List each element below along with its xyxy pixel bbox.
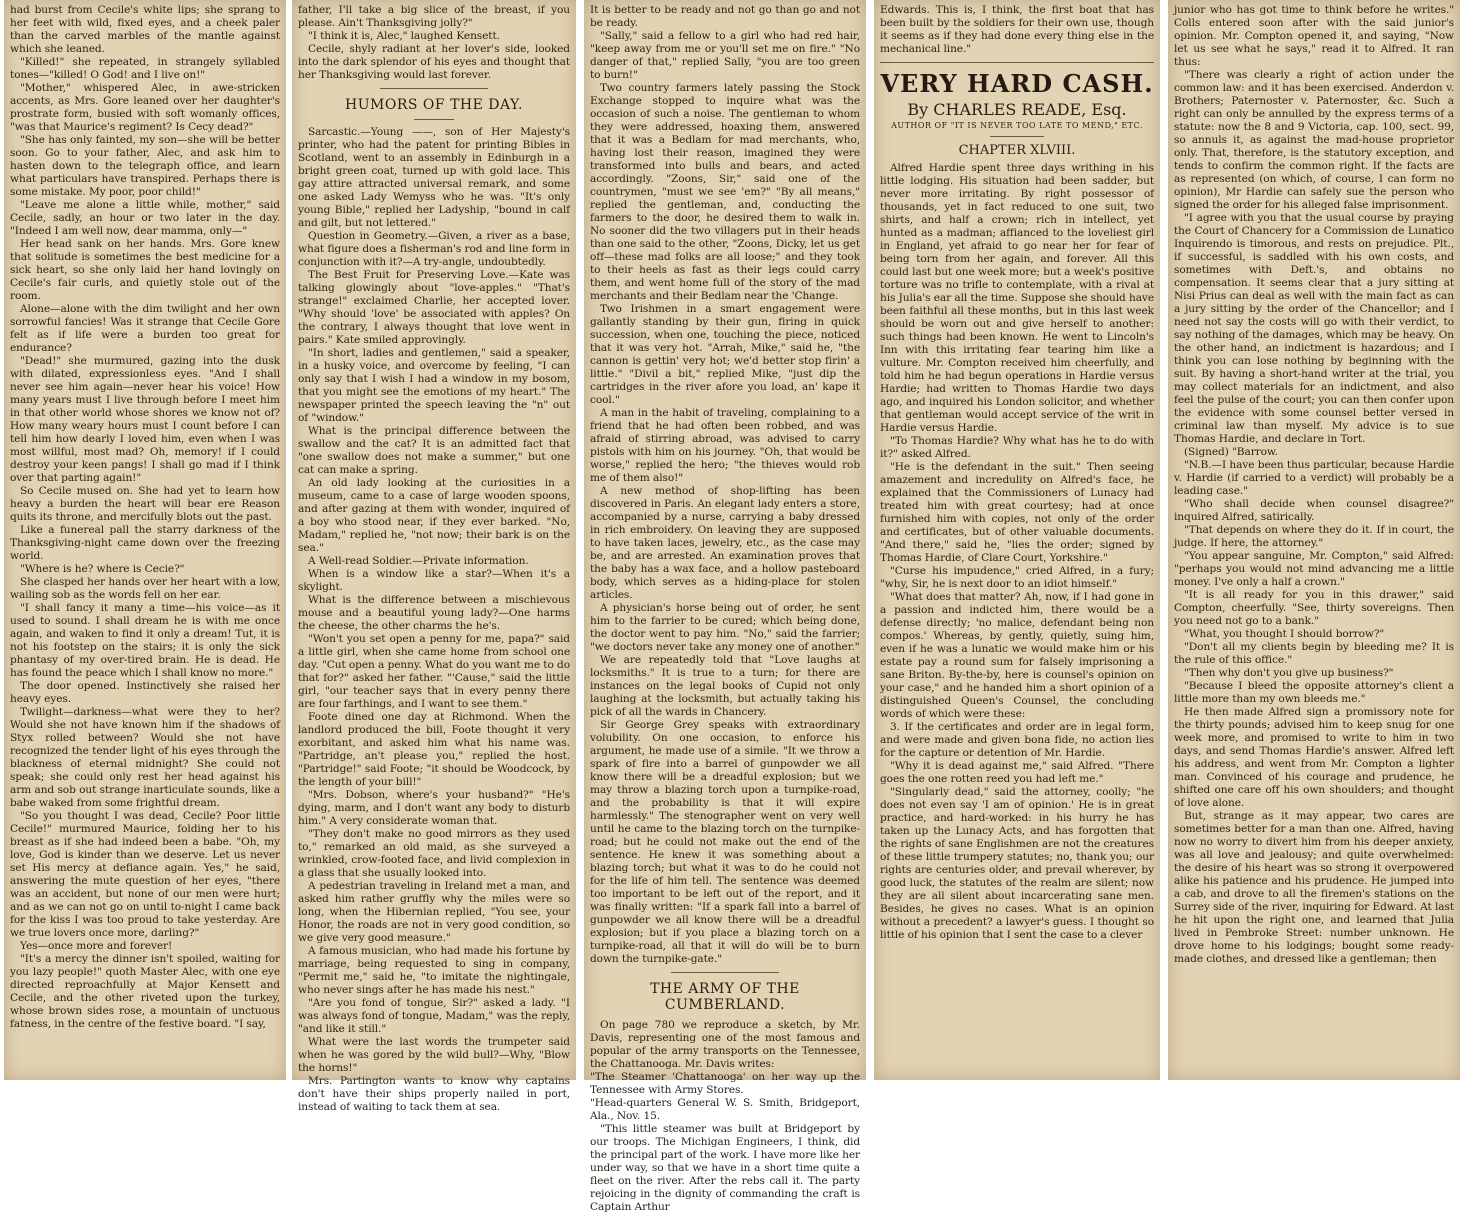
paragraph: On page 780 we reproduce a sketch, by Mr. Davis, representing one of the most famous and popular of the army transports on the Tennessee, the Chattanooga. Mr. Davis writes: <box>590 1019 860 1070</box>
column-2-divider-small <box>414 119 455 120</box>
paragraph: Question in Geometry.—Given, a river as a base, what figure does a fisherman's rod and line form in conjunction with it?—A try-angle, undoubtedly. <box>298 230 570 268</box>
paragraph: junior who has got time to think before he writes." Colls entered soon after with the said junior's opinion. Mr. Compton opened it, and saying, "Now let us see what he says," read it to Alfred. It ran thus: <box>1174 4 1454 68</box>
paragraph: "The Steamer 'Chattanooga' on her way up the Tennessee with Army Stores. <box>590 1071 860 1096</box>
column-3-after-text <box>590 1019 860 1214</box>
paragraph: "N.B.—I have been thus particular, because Hardie v. Hardie (if carried to a verdict) will probably be a leading case." <box>1174 459 1454 497</box>
paragraph: "Don't all my clients begin by bleeding me? It is the rule of this office." <box>1174 641 1454 666</box>
paragraph: "It's a mercy the dinner isn't spoiled, waiting for you lazy people!" quoth Master Alec, with one eye directed reproachfully at Major Kensett and Cecile, and the other riveted upon the turkey, whose brown sides rose, a mountain of unctuous fatness, in the centre of the festive board. "I say, <box>10 953 280 1030</box>
paragraph: "In short, ladies and gentlemen," said a speaker, in a husky voice, and overcome by feeling, "I can only say that I wish I had a window in my bosom, that you might see the emotions of my heart." The newspaper printed the speech leaving the "n" out of "window." <box>298 347 570 424</box>
paragraph: "She has only fainted, my son—she will be better soon. Go to your father, Alec, and ask him to hasten down to the telegraph office, and learn what particulars have transpired. Perhaps there is some mistake. My poor, poor child!" <box>10 134 280 198</box>
paragraph: "Leave me alone a little while, mother," said Cecile, sadly, an hour or two later in the day. "Indeed I am well now, dear mamma, only—" <box>10 199 280 237</box>
column-3-divider <box>671 972 779 973</box>
paragraph: She clasped her hands over her heart with a low, wailing sob as the words fell on her ear. <box>10 576 280 601</box>
paragraph: "It is all ready for you in this drawer," said Compton, cheerfully. "See, thirty sovereigns. Then you need not go to a bank." <box>1174 589 1454 627</box>
paragraph: A man in the habit of traveling, complaining to a friend that he had often been robbed, and was afraid of stirring abroad, was advised to carry pistols with him on his journey. "Oh, that would be worse," replied the hero; "the thieves would rob me of them also!" <box>590 407 860 484</box>
column-4-top-text: Edwards. This is, I think, the first boat that has been built by the soldiers for their own use, though it seems as if they had done every thing else in the mechanical line." <box>880 4 1154 55</box>
paragraph: "Head-quarters General W. S. Smith, Bridgeport, Ala., Nov. 15. <box>590 1097 860 1122</box>
paragraph: Sarcastic.—Young ——, son of Her Majesty's printer, who had the patent for printing Bibles in Scotland, went to an assembly in Edinburgh in a bright green coat, turned up with gold lace. This gay attire attracted universal remark, and some one asked Lady Wemyss who he was. "It's only young Bible," replied her Ladyship, "bound in calf and gilt, but not lettered." <box>298 126 570 229</box>
paragraph: "Who shall decide when counsel disagree?" inquired Alfred, satirically. <box>1174 498 1454 523</box>
chapter-heading: CHAPTER XLVIII. <box>958 143 1076 158</box>
paragraph: "So you thought I was dead, Cecile? Poor little Cecile!" murmured Maurice, folding her to his breast as if she had indeed been a babe. "Oh, my love, God is kinder than we deserve. Let us never set His mercy at defiance again. Yes," he said, answering the mute question of her eyes, "there was an accident, but none of our men were hurt; and as we can not go on until to-night I came back for the kiss I was too proud to take yesterday. Are we true lovers once more, darling?" <box>10 810 280 939</box>
paragraph: "He is the defendant in the suit." Then seeing amazement and incredulity on Alfred's face, he explained that the Commissioners of Lunacy had treated him with great courtesy; had at once furnished him with copies, not only of the order and certificates, but of other valuable documents. "And there," said he, "lies the order; signed by Thomas Hardie, of Clare Court, Yorkshire." <box>880 461 1154 564</box>
paragraph: A pedestrian traveling in Ireland met a man, and asked him rather gruffly why the miles were so long, when the Hibernian replied, "You see, your Honor, the roads are not in very good condition, so we give very good measure." <box>298 880 570 944</box>
paragraph: Alfred Hardie spent three days writhing in his little lodging. His situation had been sadder, but never more irritating. By right possessor of thousands, yet in fact reduced to one suit, two shirts, and half a crown; rich in intellect, yet hunted as a madman; affianced to the loveliest girl in England, yet afraid to go near her for fear of being torn from her again, and forever. All this could last but one week more; but a week's positive torture was no trifle to contemplate, with a rival at his Julia's ear all the time. Suppose she should have been faithful all these months, but in this last week should be worn out and give herself to another: such things had been known. He went to Lincoln's Inn with this irritating fear tearing him like a vulture. Mr. Compton received him cheerfully, and told him he had begun operations in Hardie versus Hardie; had written to Thomas Hardie two days ago, and inquired his London solicitor, and whether that gentleman would accept service of the writ in Hardie versus Hardie. <box>880 162 1154 434</box>
paragraph: "Where is he? where is Cecie?" <box>20 563 185 575</box>
paragraph: "What does that matter? Ah, now, if I had gone in a passion and indicted him, there would be a defense directly; 'no malice, defendant being non compos.' Whereas, by gently, quietly, suing him, even if he was a lunatic we would make him or his estate pay a round sum for falsely imprisoning a sane Briton. By-the-by, here is counsel's opinion on your case," and he handed him a short opinion of a distinguished Queen's Counsel, the concluding words of which were these: <box>880 591 1154 720</box>
column-4-clipping <box>874 0 1160 1080</box>
paragraph: When is a window like a star?—When it's a skylight. <box>298 568 570 593</box>
paragraph: Twilight—darkness—what were they to her? Would she not have known him if the shadows of Styx rolled between? Would she not have recognized the tender light of his eyes through the blackness of eternal midnight? She could not speak; she could only rest her head against his arm and sob out strange inarticulate sounds, like a babe waked from some frightful dream. <box>10 706 280 809</box>
paragraph: "Then why don't you give up business?" <box>1184 667 1394 679</box>
paragraph: Foote dined one day at Richmond. When the landlord produced the bill, Foote thought it very exorbitant, and asked him what his name was. "Partridge, an't please you," replied the host. "Partridge!" said Foote; "it should be Woodcock, by the length of your bill!" <box>298 711 570 788</box>
paragraph: father, I'll take a big slice of the breast, if you please. Ain't Thanksgiving jolly?" <box>298 4 570 29</box>
paragraph: "Curse his impudence," cried Alfred, in a fury; "why, Sir, he is next door to an idiot himself." <box>880 565 1154 590</box>
paragraph: "Killed!" she repeated, in strangely syllabled tones—"killed! O God! and I live on!" <box>10 56 280 81</box>
column-4-divider-small <box>990 136 1045 137</box>
paragraph: "Singularly dead," said the attorney, coolly; "he does not even say 'I am of opinion.' He is in great practice, and hard-worked: in his hurry he has taken up the Lunacy Acts, and has forgotten that the rights of sane Englishmen are not the creatures of these little trumpery statutes; no, thank you; our rights are centuries older, and prevail wherever, by good luck, the statutes of the realm are silent; now they are all silent about incarcerating sane men. Besides, he gives no cases. What is an opinion without a precedent? a lawyer's guess. I thought so little of his opinion that I sent the case to a clever <box>880 786 1154 941</box>
paragraph: He then made Alfred sign a promissory note for the thirty pounds; advised him to keep snug for one week more, and promised to write to him in two days, and send Thomas Hardie's answer. Alfred left his address, and went from Mr. Compton a lighter man. Convinced of his courage and prudence, he shifted one care off his own shoulders; and thought of love alone. <box>1174 706 1454 809</box>
column-1-clipping <box>4 0 286 1080</box>
paragraph: But, strange as it may appear, two cares are sometimes better for a man than one. Alfred, having now no worry to divert him from his deeper anxiety, was all love and jealousy; and quite overwhelmed: the desire of his heart was so strong it overpowered alike his patience and his prudence. He jumped into a cab, and drove to all the firemen's stations on the Surrey side of the river, inquiring for Edward. At last he hit upon the right one, and learned that Julia lived in Pembroke Street: number unknown. He drove home to his lodgings; bought some ready-made clothes, and dressed like a gentleman; then <box>1174 810 1454 965</box>
paragraph: We are repeatedly told that "Love laughs at locksmiths." It is true to a turn; for there are instances on the legal books of Cupid not only laughing at the locksmith, but actually taking his pick of all the wards in Chancery. <box>590 654 860 718</box>
paragraph: So Cecile mused on. She had yet to learn how heavy a burden the heart will bear ere Reason quits its throne, and mercifully blots out the past. <box>10 485 280 523</box>
paragraph: "I think it is, Alec," laughed Kensett. <box>308 30 500 42</box>
column-3-clipping <box>584 0 866 1213</box>
paragraph: "They don't make no good mirrors as they used to," remarked an old maid, as she surveyed a wrinkled, crow-footed face, and livid complexion in a glass that she usually looked into. <box>298 828 570 879</box>
column-2-top-text <box>298 4 570 82</box>
paragraph: The Best Fruit for Preserving Love.—Kate was talking glowingly about "love-apples." "That's strange!" exclaimed Charlie, her accepted lover. "Why should 'love' be associated with apples? On the contrary, I always thought that love went in pairs." Kate smiled approvingly. <box>298 269 570 346</box>
army-heading: THE ARMY OF THE CUMBERLAND. <box>650 981 800 1013</box>
column-5-clipping <box>1168 0 1460 1080</box>
column-4-body-text <box>880 162 1154 942</box>
paragraph: What is the principal difference between the swallow and the cat? It is an admitted fact that "one swallow does not make a summer," but one cat can make a spring. <box>298 425 570 476</box>
paragraph: "To Thomas Hardie? Why what has he to do with it?" asked Alfred. <box>880 435 1154 460</box>
paragraph: had burst from Cecile's white lips; she sprang to her feet with wild, fixed eyes, and a cheek paler than the carved marbles of the mantle against which she leaned. <box>10 4 280 55</box>
paragraph: Her head sank on her hands. Mrs. Gore knew that solitude is sometimes the best medicine for a sick heart, so she only laid her hand lovingly on Cecile's fair curls, and quietly stole out of the room. <box>10 238 280 302</box>
paragraph: A physician's horse being out of order, he sent him to the farrier to be cured; which being done, the doctor went to pay him. "No," said the farrier; "we doctors never take any money one of another." <box>590 602 860 653</box>
paragraph: Like a funereal pall the starry darkness of the Thanksgiving-night came down over the freezing world. <box>10 524 280 562</box>
paragraph: It is better to be ready and not go than go and not be ready. <box>590 4 860 29</box>
paragraph: "Sally," said a fellow to a girl who had red hair, "keep away from me or you'll set me on fire." "No danger of that," replied Sally, "you are too green to burn!" <box>590 30 860 81</box>
paragraph: "This little steamer was built at Bridgeport by our troops. The Michigan Engineers, I think, did the principal part of the work. I have more like her under way, so that we have in a short time quite a fleet on the river. After the rebs call it. The party rejoicing in the dignity of commanding the craft is Captain Arthur <box>590 1123 860 1213</box>
paragraph: "Because I bleed the opposite attorney's client a little more than my own bleeds me." <box>1174 680 1454 705</box>
paragraph: "That depends on where they do it. If in court, the judge. If here, the attorney." <box>1174 524 1454 549</box>
paragraph: What is the difference between a mischievous mouse and a beautiful young lady?—One harms the cheese, the other charms the he's. <box>298 594 570 632</box>
paragraph: "Won't you set open a penny for me, papa?" said a little girl, when she came home from school one day. "Cut open a penny. What do you want me to do that for?" asked her father. "'Cause," said the little girl, "our teacher says that in every penny there are four farthings, and I want to see them." <box>298 633 570 710</box>
column-3-body-text <box>590 4 860 966</box>
column-2-body-text <box>298 126 570 1114</box>
column-2-clipping <box>292 0 576 1113</box>
paragraph: 3. If the certificates and order are in legal form, and were made and given bona fide, no action lies for the capture or detention of Mr. Hardie. <box>880 721 1154 759</box>
paragraph: "What, you thought I should borrow?" <box>1184 628 1385 640</box>
paragraph: What were the last words the trumpeter said when he was gored by the wild bull?—Why, "Blow the horns!" <box>298 1036 570 1074</box>
paragraph: Two Irishmen in a smart engagement were gallantly standing by their gun, firing in quick succession, when one, touching the piece, noticed that it was very hot. "Arrah, Mike," said he, "the cannon is gettin' very hot; we'd better stop firin' a little." "Divil a bit," replied Mike, "just dip the cartridges in the river afore you load, an' kape it cool." <box>590 303 860 406</box>
paragraph: "Why it is dead against me," said Alfred. "There goes the one rotten reed you had left me." <box>880 760 1154 785</box>
story-title: VERY HARD CASH. <box>880 69 1154 98</box>
column-5-body-text <box>1174 4 1454 966</box>
paragraph: (Signed) "Barrow. <box>1184 446 1278 458</box>
column-4-divider <box>880 62 1154 63</box>
story-byline: By CHARLES READE, Esq. <box>907 100 1127 119</box>
paragraph: Yes—once more and forever! <box>20 940 173 952</box>
column-2-divider <box>380 88 489 89</box>
paragraph: A famous musician, who had made his fortune by marriage, being requested to sing in company, "Permit me," said he, "to imitate the nightingale, who never sings after he has made his nest." <box>298 945 570 996</box>
paragraph: "Mother," whispered Alec, in awe-stricken accents, as Mrs. Gore leaned over her daughter's prostrate form, busied with soft womanly offices, "was that Maurice's regiment? Is Cecy dead?" <box>10 82 280 133</box>
paragraph: "Are you fond of tongue, Sir?" asked a lady. "I was always fond of tongue, Madam," was the reply, "and like it still." <box>298 997 570 1035</box>
paragraph: "You appear sanguine, Mr. Compton," said Alfred: "perhaps you would not mind advancing me a little money. I've only a half a crown." <box>1174 550 1454 588</box>
paragraph: Cecile, shyly radiant at her lover's side, looked into the dark splendor of his eyes and thought that her Thanksgiving would last forever. <box>298 43 570 81</box>
paragraph: "Mrs. Dobson, where's your husband?" "He's dying, marm, and I don't want any body to disturb him." A very considerate woman that. <box>298 789 570 827</box>
paragraph: The door opened. Instinctively she raised her heavy eyes. <box>10 680 280 705</box>
column-1-text <box>10 4 280 1031</box>
paragraph: "I agree with you that the usual course by praying the Court of Chancery for a Commission de Lunatico Inquirendo is timorous, and rests on prejudice. Plt., if successful, is saddled with his own costs, and sometimes with Deft.'s, and obtains no compensation. It seems clear that a jury sitting at Nisi Prius can deal as well with the main fact as can a jury sitting by the order of the Chancellor; and I need not say the costs will go with their verdict, to say nothing of the damages, which may be heavy. On the other hand, an indictment is hazardous; and I think you can lose nothing by beginning with the suit. By having a short-hand writer at the trial, you may collect materials for an indictment, and also feel the pulse of the court; you can then confer upon the evidence with some counsel better versed in criminal law than myself. My advice is to sue Thomas Hardie, and declare in Tort. <box>1174 212 1454 445</box>
humors-heading: HUMORS OF THE DAY. <box>345 97 523 113</box>
paragraph: A Well-read Soldier.—Private information. <box>308 555 529 567</box>
paragraph: "I shall fancy it many a time—his voice—as it used to sound. I shall dream he is with me once again, and waken to find it only a dream! Tut, it is not his footstep on the stairs; it is only the sick phantasy of my over-tired brain. He is dead. He has found the peace which I shall know no more." <box>10 602 280 679</box>
paragraph: "Dead!" she murmured, gazing into the dusk with dilated, expressionless eyes. "And I shall never see him again—never hear his voice! How many years must I live through before I meet him in that other world whose shores we know not of? How many weary hours must I count before I can tell him how dearly I loved him, even when I was most willful, most mad? Oh, memory! if I could destroy your keen pangs! I shall go mad if I think over that parting again!" <box>10 355 280 484</box>
author-note: AUTHOR OF "IT IS NEVER TOO LATE TO MEND," ETC. <box>891 121 1143 130</box>
paragraph: "There was clearly a right of action under the common law: and it has been exercised. Anderdon v. Brothers; Paternoster v. Paternoster, &c. Such a right can only be annulled by the express terms of a statute: now the 8 and 9 Victoria, cap. 100, sect. 99, so annuls it, as against the mad-house proprietor only. That, therefore, is the statutory exception, and tends to confirm the common right. If the facts are as represented (on which, of course, I can form no opinion), Mr Hardie can safely sue the person who signed the order for his alleged false imprisonment. <box>1174 69 1454 211</box>
paragraph: A new method of shop-lifting has been discovered in Paris. An elegant lady enters a store, accompanied by a nurse, carrying a baby dressed in rich embroidery. On leaving they are supposed to have taken laces, jewelry, etc., as the case may be, and are arrested. An examination proves that the baby has a wax face, and a hollow pasteboard body, which serves as a hiding-place for stolen articles. <box>590 485 860 601</box>
paragraph: An old lady looking at the curiosities in a museum, came to a case of large wooden spoons, and after gazing at them with wonder, inquired of a boy who stood near, if they ever barked. "No, Madam," replied he, "not now; their bark is on the sea." <box>298 477 570 554</box>
paragraph: Alone—alone with the dim twilight and her own sorrowful fancies! Was it strange that Cecile Gore felt as if life were a burden too great for endurance? <box>10 303 280 354</box>
paragraph: Mrs. Partington wants to know why captains don't have their ships properly nailed in port, instead of waiting to tack them at sea. <box>298 1075 570 1113</box>
paragraph: Two country farmers lately passing the Stock Exchange stopped to inquire what was the occasion of such a noise. The gentleman to whom they were addressed, hoaxing them, answered that it was a Bedlam for mad merchants, who, having lost their reason, imagined they were transformed into bulls and bears, and acted accordingly. "Zoons, Sir," said one of the countrymen, "must we see 'em?" "By all means," replied the gentleman, and, conducting the farmers to the door, he desired them to walk in. No sooner did the two villagers put in their heads than one said to the other, "Zoons, Dicky, let us get off—these mad folks are all loose;" and they took to their heels as fast as their legs could carry them, and went home full of the story of the mad merchants and their Bedlam near the 'Change. <box>590 82 860 302</box>
paragraph: Sir George Grey speaks with extraordinary volubility. On one occasion, to enforce his argument, he made use of a simile. "It we throw a spark of fire into a barrel of gunpowder we all know there will be a dreadful explosion; but we may throw a blazing torch upon a turnpike-road, and the probability is that it will expire harmlessly." The stenographer went on very well until he came to the blazing torch on the turnpike-road; but he could not make out the end of the sentence. He knew it was something about a blazing torch; but what it was to do he could not for the life of him tell. The sentence was deemed too important to be left out of the report, and it was finally written: "If a spark fall into a barrel of gunpowder we all know there will be a dreadful explosion; but if you place a blazing torch on a turnpike-road, all that it will do will be to burn down the turnpike-gate." <box>590 719 860 965</box>
